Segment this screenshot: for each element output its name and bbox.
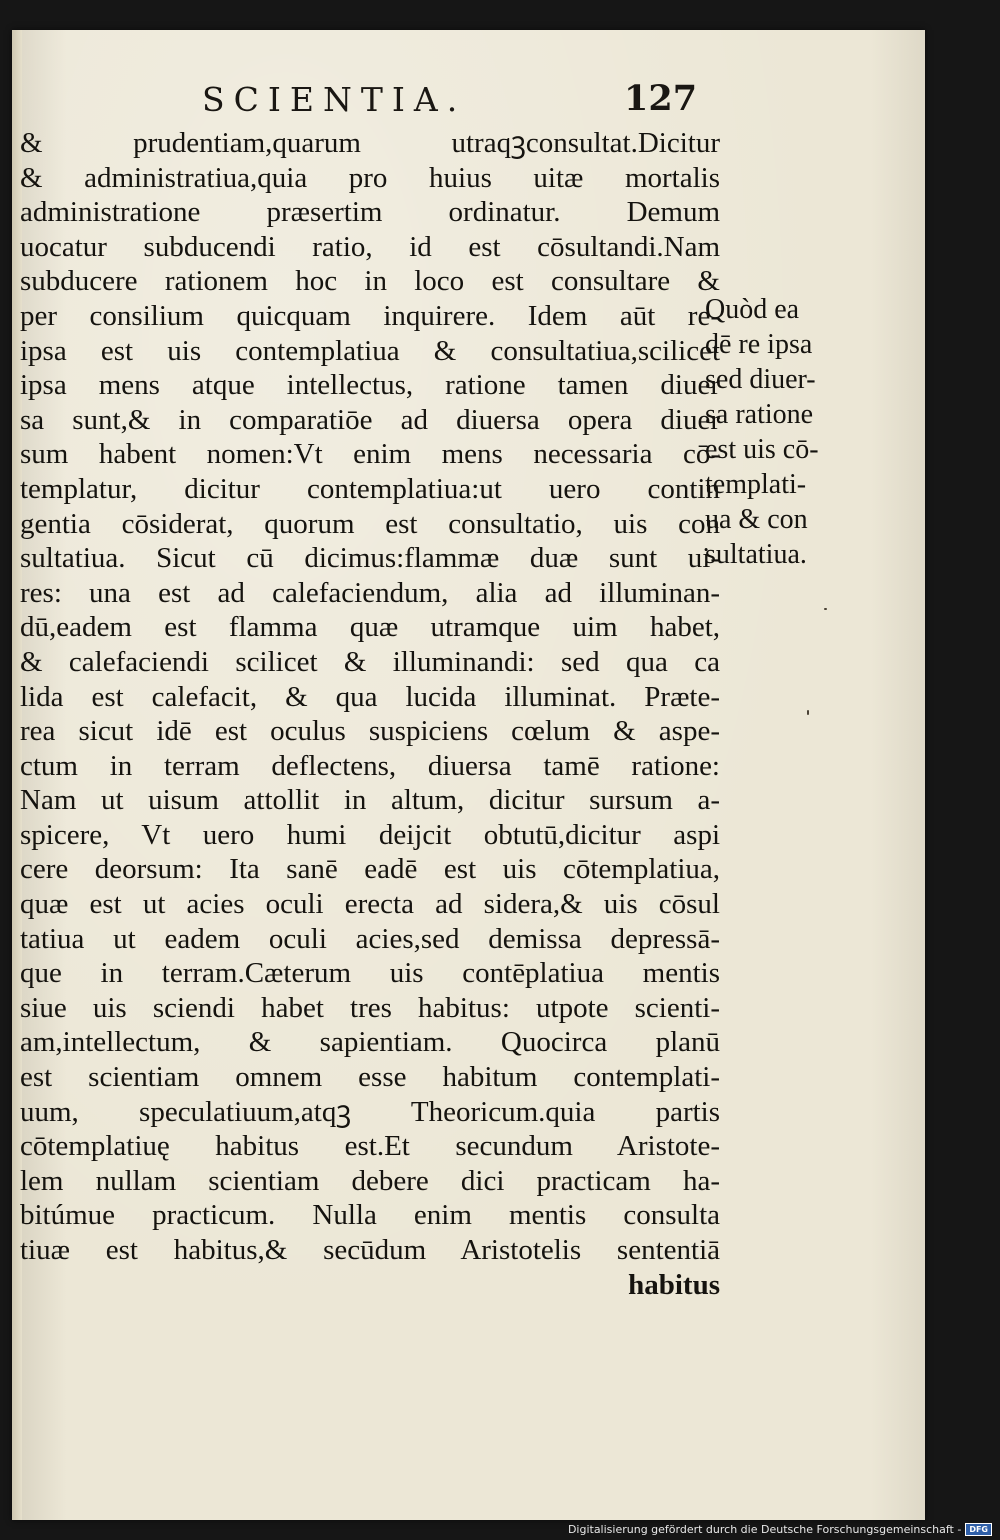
marginal-line: sed diuer- xyxy=(705,364,816,395)
text-line: administratione præsertim ordinatur. Demum xyxy=(20,196,720,229)
text-line: siue uis sciendi habet tres habitus: utpote scienti- xyxy=(20,991,720,1024)
marginal-note xyxy=(705,292,819,572)
marginal-line: dē re ipsa xyxy=(705,329,813,360)
text-line: bitúmue practicum. Nulla enim mentis consulta xyxy=(20,1199,720,1232)
text-line: ipsa est uis contemplatiua & consultatiua,scilicet xyxy=(20,334,720,367)
text-line: quæ est ut acies oculi erecta ad sidera,& uis cōsul xyxy=(20,888,720,921)
text-line: cōtemplatiuę habitus est.Et secundum Aristote- xyxy=(20,1130,720,1163)
marginal-line: ua & con xyxy=(705,504,808,535)
text-line: que in terram.Cæterum uis contēplatiua mentis xyxy=(20,957,720,990)
text-line: tiuæ est habitus,& secūdum Aristotelis sententiā xyxy=(20,1234,720,1266)
text-line: res: una est ad calefaciendum, alia ad illuminan- xyxy=(20,576,720,609)
marginal-line: est uis cō- xyxy=(705,434,819,465)
main-text-block xyxy=(20,126,720,1302)
text-line: ctum in terram deflectens, diuersa tamē ratione: xyxy=(20,749,720,782)
text-line: per consilium quicquam inquirere. Idem aūt re- xyxy=(20,299,720,332)
text-line: uum, speculatiuum,atqꝫ Theoricum.quia partis xyxy=(20,1095,720,1128)
running-head: SCIENTIA. xyxy=(202,80,467,119)
text-line: subducere rationem hoc in loco est consultare & xyxy=(20,265,720,298)
marginal-line: sa ratione xyxy=(705,399,814,430)
credit-text: Digitalisierung gefördert durch die Deutsche Forschungsgemeinschaft - xyxy=(567,1523,962,1536)
marginal-line: Quòd ea xyxy=(705,294,800,325)
marginal-line: sultatiua. xyxy=(705,539,807,570)
text-line: & calefaciendi scilicet & illuminandi: sed qua ca xyxy=(20,645,720,678)
text-line: dū,eadem est flamma quæ utramque uim habet, xyxy=(20,611,720,644)
text-line: sultatiua. Sicut cū dicimus:flammæ duæ sunt ui- xyxy=(20,542,720,575)
text-line: tatiua ut eadem oculi acies,sed demissa depressā- xyxy=(20,922,720,955)
marginal-line: templati- xyxy=(705,469,807,500)
text-line: uocatur subducendi ratio, id est cōsultandi.Nam xyxy=(20,230,720,263)
text-line: est scientiam omnem esse habitum contemplati- xyxy=(20,1061,720,1094)
text-line: sa sunt,& in comparatiōe ad diuersa opera diuer xyxy=(20,403,720,436)
digitization-credit xyxy=(568,1523,992,1536)
paper-speck xyxy=(807,710,809,715)
text-line: ipsa mens atque intellectus, ratione tamen diuer xyxy=(20,369,720,402)
text-line: gentia cōsiderat, quorum est consultatio, uis con xyxy=(20,507,720,540)
text-line: rea sicut idē est oculus suspiciens cœlum & aspe- xyxy=(20,715,720,748)
catchword: habitus xyxy=(628,1268,720,1301)
book-page xyxy=(12,30,925,1520)
text-line: spicere, Vt uero humi deijcit obtutū,dicitur aspi xyxy=(20,818,720,851)
text-line: cere deorsum: Ita sanē eadē est uis cōtemplatiua, xyxy=(20,853,720,886)
text-line: templatur, dicitur contemplatiua:ut uero contin xyxy=(20,472,720,505)
dfg-logo: DFG xyxy=(965,1523,992,1536)
text-line: Nam ut uisum attollit in altum, dicitur sursum a- xyxy=(20,784,720,817)
text-line: & prudentiam,quarum utraqꝫconsultat.Dicitur xyxy=(20,127,720,159)
text-line: am,intellectum, & sapientiam. Quocirca planū xyxy=(20,1026,720,1059)
text-line: lem nullam scientiam debere dici practicam ha- xyxy=(20,1164,720,1197)
text-line: lida est calefacit, & qua lucida illuminat. Præte- xyxy=(20,680,720,713)
paper-speck xyxy=(824,608,827,610)
page-number: 127 xyxy=(624,78,698,119)
text-line: & administratiua,quia pro huius uitæ mortalis xyxy=(20,161,720,194)
text-line: sum habent nomen:Vt enim mens necessaria cō- xyxy=(20,438,720,471)
